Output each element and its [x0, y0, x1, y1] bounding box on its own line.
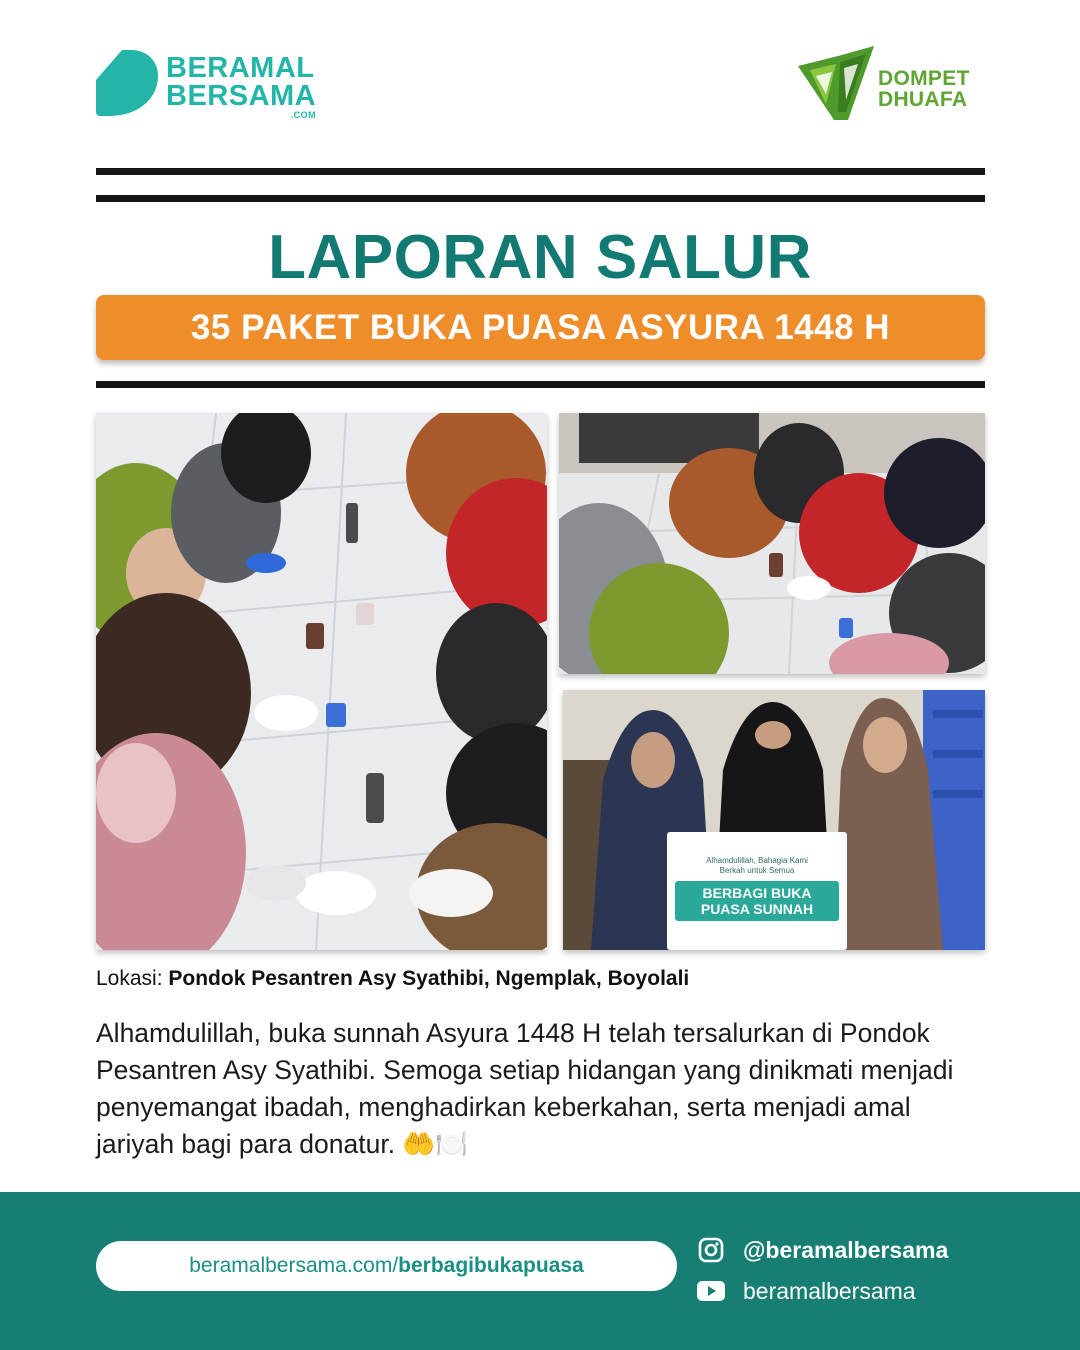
logo-right-line2: DHUAFA — [878, 88, 968, 111]
campaign-link[interactable] — [96, 1241, 677, 1291]
description-text: Alhamdulillah, buka sunnah Asyura 1448 H telah tersalurkan di Pondok Pesantren Asy Syathibi. Semoga setiap hidangan yang dinikmati menjadi penyemangat ibadah, menghadirkan keberkahan, serta menjadi amal jariyah bagi para donatur. 🤲🍽️ — [96, 1018, 954, 1159]
donation-sign — [667, 832, 847, 950]
instagram-handle-text: @beramalbersama — [743, 1236, 949, 1263]
divider-top-1 — [96, 168, 985, 175]
youtube-icon — [697, 1277, 725, 1305]
photo-iftar-floor-side — [559, 413, 985, 674]
subtitle-text: 35 PAKET BUKA PUASA ASYURA 1448 H — [190, 307, 891, 347]
youtube-handle-text: beramalbersama — [743, 1277, 916, 1304]
logo-left-suffix: .COM — [290, 110, 317, 120]
campaign-link-path: berbagibukapuasa — [398, 1254, 584, 1277]
logo-left-line2: BERSAMA — [166, 80, 317, 112]
subtitle-banner — [96, 295, 985, 360]
divider-bottom — [96, 381, 985, 388]
photo-students-with-sign — [563, 690, 985, 950]
sign-headline-line2: PUASA SUNNAH — [700, 901, 814, 917]
photo-iftar-floor-wide — [96, 413, 547, 950]
location-line — [96, 967, 689, 991]
instagram-handle[interactable] — [697, 1236, 948, 1264]
location-label: Lokasi: — [96, 967, 163, 990]
logo-left-line1: BERAMAL — [166, 52, 315, 84]
dompet-dhuafa-emblem-icon — [796, 46, 876, 122]
logo-right-line1: DOMPET — [878, 67, 970, 90]
divider-top-2 — [96, 195, 985, 202]
footer — [0, 1192, 1080, 1350]
sign-headline-line1: BERBAGI BUKA — [702, 885, 812, 901]
youtube-handle[interactable] — [697, 1277, 916, 1305]
campaign-link-base: beramalbersama.com/ — [189, 1254, 399, 1277]
beramal-bersama-logo — [96, 50, 316, 120]
location-value: Pondok Pesantren Asy Syathibi, Ngemplak, Boyolali — [168, 967, 690, 990]
instagram-icon — [697, 1236, 725, 1264]
sign-greeting-line2: Berkah untuk Semua — [719, 866, 795, 875]
sign-headline-box — [675, 881, 839, 921]
heart-logo-icon — [96, 50, 158, 116]
dompet-dhuafa-logo — [796, 46, 996, 126]
sign-greeting-line1: Alhamdulillah, Bahagia Kami — [706, 856, 808, 865]
page-title: LAPORAN SALUR — [268, 223, 812, 292]
